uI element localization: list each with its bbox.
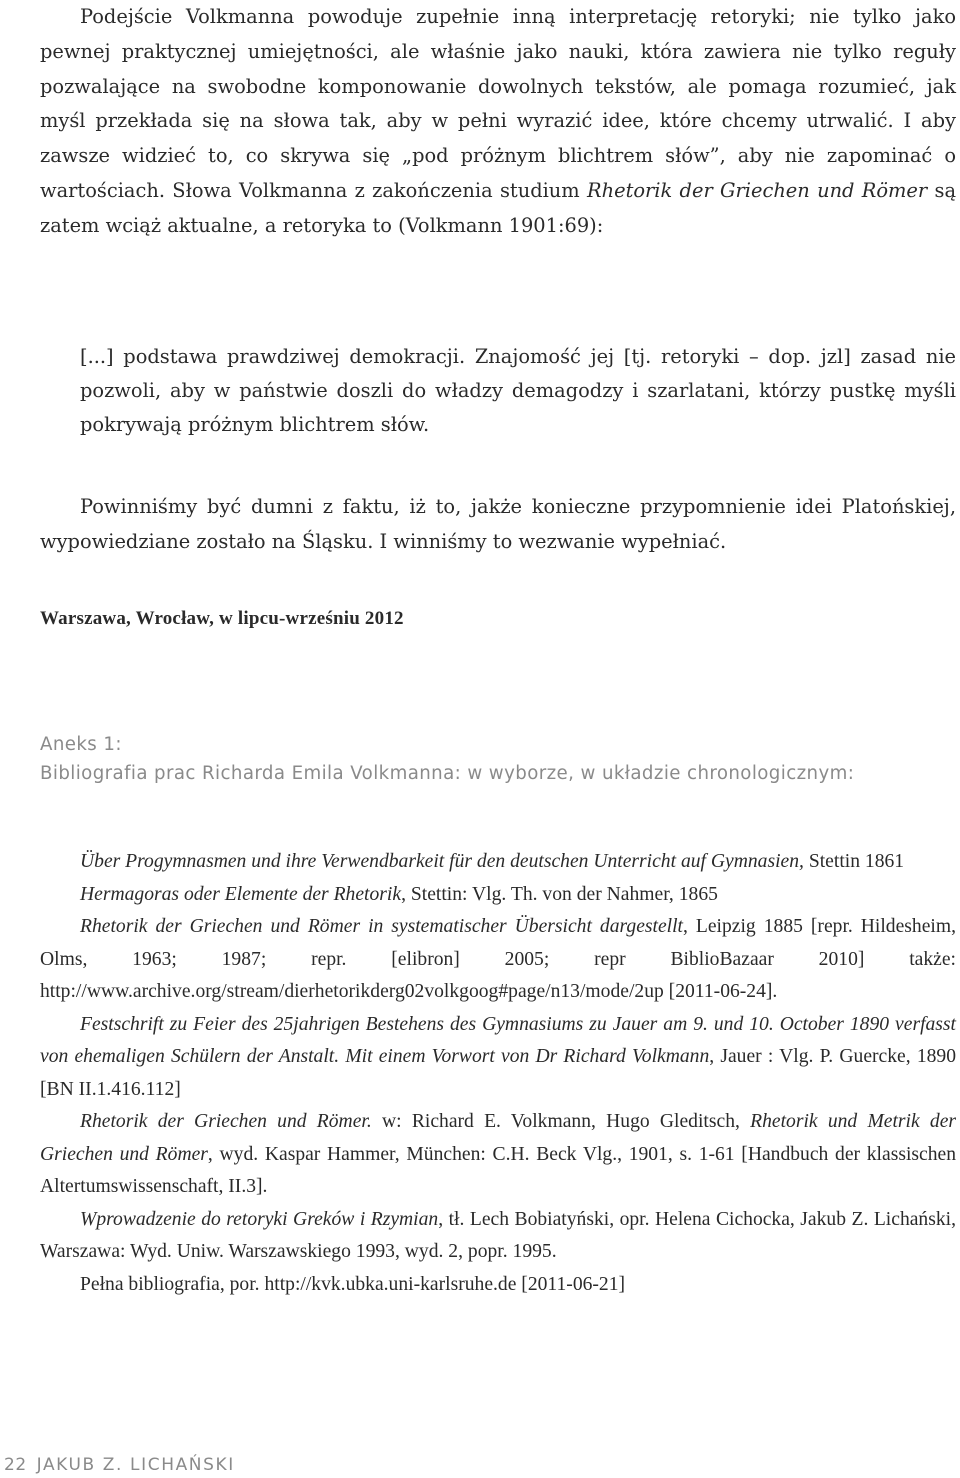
entry-title: Über Progymnasmen und ihre Verwendbarkeit für den deutschen Unterricht auf Gymnasien,: [80, 851, 804, 872]
entry-details: , tł. Lech Bobiatyński, opr. Helena Cichocka, Jakub Z. Lichański, Warszawa: Wyd. Uniw. Warszawskiego 1993, wyd. 2, popr. 1995.: [40, 1208, 956, 1262]
page-footer: [4, 1452, 235, 1478]
body-paragraph-1: [40, 0, 956, 244]
paragraph-text: Podejście Volkmanna powoduje zupełnie inną interpretację retoryki; nie tylko jako pewnej praktycznej umiejętności, ale właśnie jako nauki, która zawiera nie tylko reguły pozwalające na swobodne komponowanie dowolnych tekstów, ale pomaga rozumieć, jak myśl przekłada się na słowa tak, aby w pełni wyrazić idee, które chcemy utrwalić. I aby zawsze widzieć to, co skrywa się „pod próżnym blichtrem słów”, aby nie zapominać o wartościach. Słowa Volkmanna z zakończenia studium: [40, 5, 956, 202]
bibliography-entry: [40, 879, 956, 912]
entry-title: Rhetorik und Metrik der Griechen und Römer: [40, 1111, 957, 1165]
entry-title: Festschrift zu Feier des 25jahrigen Bestehens des Gymnasiums zu Jauer am 9. und 10. October 1890 verfasst von ehemaligen Schülern der Anstalt. Mit einem Vorwort von Dr Richard Volkmann: [40, 1013, 956, 1067]
bibliography-entry: [40, 1204, 956, 1269]
page-number: 22: [4, 1455, 27, 1475]
entry-title: Hermagoras oder Elemente der Rhetorik: [80, 883, 402, 905]
dateline: Warszawa, Wrocław, w lipcu-wrześniu 2012: [40, 608, 404, 629]
bibliography-entry: [40, 846, 956, 879]
annex-heading: [40, 730, 920, 788]
block-quote: [...] podstawa prawdziwej demokracji. Znajomość jej [tj. retoryki – dop. jzl] zasad nie pozwoli, aby w państwie doszli do władzy demagodzy i szarlatani, którzy pustkę myśli pokrywają próżnym blichtrem słów.: [80, 345, 956, 436]
bibliography-entry: [40, 1009, 956, 1107]
italic-title: Rhetorik der Griechen und Römer: [587, 178, 928, 202]
entry-title: Rhetorik der Griechen und Römer.: [80, 1111, 372, 1132]
entry-details: w: Richard E. Volkmann, Hugo Gleditsch,: [371, 1111, 751, 1132]
bibliography-list: [40, 846, 956, 1301]
bibliography-entry: [40, 1269, 956, 1302]
entry-details: , Leipzig 1885 [repr. Hildesheim, Olms, 1963; 1987; repr. [elibron] 2005; repr BiblioBazaar 2010] także: http://www.archive.org/stream/dierhetorikderg02volkgoog#page/n13/mode/2up [2011-06-24].: [40, 916, 957, 1002]
paragraph-text: są zatem wciąż aktualne, a retoryka to (Volkmann 1901:69):: [40, 178, 957, 237]
entry-details: , Stettin: Vlg. Th. von der Nahmer, 1865: [401, 883, 718, 905]
entry-details: Pełna bibliografia, por. http://kvk.ubka.uni-karlsruhe.de [2011-06-21]: [80, 1273, 626, 1295]
entry-title: Rhetorik der Griechen und Römer in systematischer Übersicht dargestellt: [80, 916, 683, 937]
entry-title: Wprowadzenie do retoryki Greków i Rzymian: [80, 1208, 439, 1230]
bibliography-entry: [40, 1106, 956, 1204]
annex-label: Aneks 1:: [40, 734, 122, 755]
running-author: JAKUB Z. LICHAŃSKI: [36, 1455, 235, 1475]
bibliography-entry: [40, 911, 956, 1009]
entry-details: , wyd. Kaspar Hammer, München: C.H. Beck Vlg., 1901, s. 1-61 [Handbuch der klassischen Altertumswissenschaft, II.3].: [40, 1143, 956, 1197]
annex-title: Bibliografia prac Richarda Emila Volkmanna: w wyborze, w układzie chronologicznym:: [40, 763, 855, 784]
body-paragraph-2: Powinniśmy być dumni z faktu, iż to, jakże konieczne przypomnienie idei Platońskiej, wypowiedziane zostało na Śląsku. I winniśmy to wezwanie wypełniać.: [40, 495, 956, 553]
entry-details: , Jauer : Vlg. P. Guercke, 1890 [BN II.1.416.112]: [40, 1046, 957, 1100]
entry-details: Stettin 1861: [803, 851, 905, 872]
